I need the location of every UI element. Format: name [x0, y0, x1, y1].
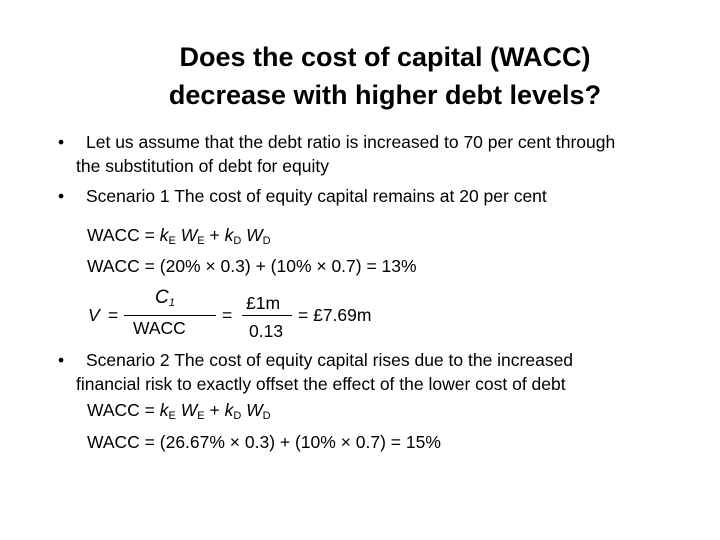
- equals-sign: =: [108, 305, 119, 325]
- equals-sign: =: [222, 305, 233, 325]
- symbol-k: k: [159, 225, 169, 245]
- subscript-d: D: [262, 235, 271, 247]
- numerator-c: [155, 287, 175, 314]
- subscript-e: E: [168, 410, 176, 422]
- subscript-d: D: [233, 410, 242, 422]
- symbol-v: V: [88, 305, 100, 325]
- subscript-d: D: [262, 410, 271, 422]
- wacc-formula-1: [87, 223, 271, 253]
- symbol-c: C: [155, 287, 169, 308]
- fraction-bar-1: [124, 315, 216, 316]
- bullet-text: Scenario 1 The cost of equity capital remains at 20 per cent: [86, 186, 547, 206]
- bullet-scenario-2: [58, 348, 698, 396]
- bullet-dot: •: [58, 186, 65, 206]
- wacc-formula-2: [87, 398, 271, 428]
- valuation-result: = £7.69m: [298, 305, 372, 325]
- subscript-1: 1: [168, 297, 175, 309]
- bullet-text-line-1: Scenario 2 The cost of equity capital rises due to the increased: [86, 350, 574, 370]
- bullet-text-line-1: Let us assume that the debt ratio is increased to 70 per cent through: [86, 132, 616, 152]
- bullet-scenario-1: [58, 184, 698, 208]
- symbol-k: k: [224, 400, 234, 420]
- fraction-bar-2: [242, 315, 292, 316]
- bullet-dot: •: [58, 350, 65, 370]
- symbol-w: W: [180, 225, 198, 245]
- bullet-debt-ratio: [58, 130, 698, 178]
- bullet-dot: •: [58, 132, 65, 152]
- bullet-text-line-2: financial risk to exactly offset the effect of the lower cost of debt: [76, 374, 566, 394]
- wacc-calculation-1: WACC = (20% × 0.3) + (10% × 0.7) = 13%: [87, 256, 417, 276]
- denominator-013: 0.13: [249, 321, 284, 341]
- formula-lhs: WACC =: [87, 225, 160, 245]
- slide-title: [90, 38, 680, 114]
- symbol-w: W: [246, 400, 263, 420]
- subscript-e: E: [197, 410, 205, 422]
- plus-sign: +: [204, 400, 225, 420]
- symbol-w: W: [246, 225, 263, 245]
- title-line-1: Does the cost of capital (WACC): [179, 42, 591, 72]
- subscript-e: E: [168, 235, 176, 247]
- title-line-2: decrease with higher debt levels?: [168, 80, 602, 110]
- bullet-text-line-2: the substitution of debt for equity: [76, 156, 329, 176]
- subscript-d: D: [233, 235, 242, 247]
- plus-sign: +: [204, 225, 225, 245]
- symbol-k: k: [224, 225, 234, 245]
- wacc-calculation-2: WACC = (26.67% × 0.3) + (10% × 0.7) = 15%: [87, 432, 441, 452]
- numerator-1m: £1m: [246, 293, 281, 313]
- formula-lhs: WACC =: [87, 400, 160, 420]
- symbol-w: W: [180, 400, 198, 420]
- symbol-k: k: [159, 400, 169, 420]
- subscript-e: E: [197, 235, 205, 247]
- denominator-wacc: WACC: [133, 318, 186, 338]
